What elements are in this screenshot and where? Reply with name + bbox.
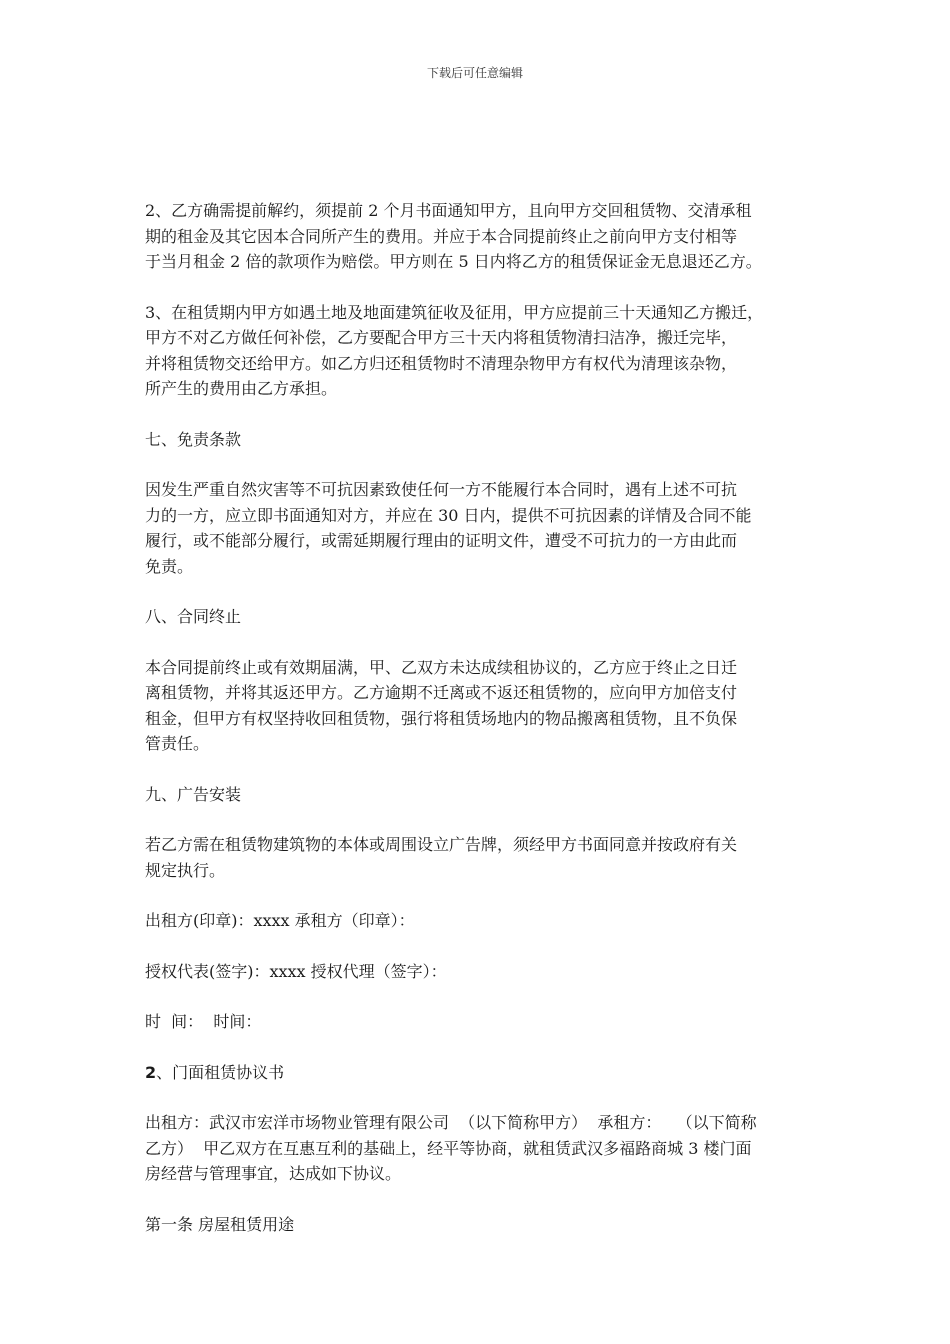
section-8-paragraph	[145, 655, 825, 757]
text-line: 期的租金及其它因本合同所产生的费用。并应于本合同提前终止之前向甲方支付相等	[145, 226, 738, 246]
section-7-paragraph	[145, 477, 825, 579]
signature-lessor-line: 出租方(印章)：xxxx 承租方（印章）：	[145, 911, 415, 930]
page-header-note: 下载后可任意编辑	[426, 66, 523, 80]
section-7-heading: 七、免责条款	[145, 429, 242, 449]
text-line: 甲方不对乙方做任何补偿，乙方要配合甲方三十天内将租赁物清扫洁净，搬迁完毕，	[145, 328, 738, 347]
text-line: 本合同提前终止或有效期届满，甲、乙双方未达成续租协议的，乙方应于终止之日迁	[145, 657, 738, 677]
text-line: 房经营与管理事宜，达成如下协议。	[145, 1164, 402, 1183]
text-line: 因发生严重自然灾害等不可抗因素致使任何一方不能履行本合同时，遇有上述不可抗	[145, 480, 738, 499]
text-line: 离租赁物，并将其返还甲方。乙方逾期不迁离或不返还租赁物的，应向甲方加倍支付	[145, 683, 738, 702]
agreement-title-text: 、门面租赁协议书	[156, 1062, 285, 1082]
text-line: 2、乙方确需提前解约，须提前 2 个月书面通知甲方，且向甲方交回租赁物、交清承租	[145, 201, 752, 220]
text-line: 管责任。	[145, 734, 210, 753]
section-9-heading: 九、广告安装	[145, 784, 242, 804]
text-line: 3、在租赁期内甲方如遇土地及地面建筑征收及征用，甲方应提前三十天通知乙方搬迁，	[145, 302, 764, 322]
signature-representative-line: 授权代表(签字)：xxxx 授权代理（签字）：	[145, 961, 447, 981]
text-line: 租金，但甲方有权坚持收回租赁物，强行将租赁场地内的物品搬离租赁物，且不负保	[145, 708, 738, 728]
text-line: 出租方：武汉市宏洋市场物业管理有限公司 （以下简称甲方） 承租方： （以下简称	[145, 1113, 757, 1132]
text-line: 于当月租金 2 倍的款项作为赔偿。甲方则在 5 日内将乙方的租赁保证金无息退还乙方。	[145, 252, 762, 271]
text-line: 并将租赁物交还给甲方。如乙方归还租赁物时不清理杂物甲方有权代为清理该杂物，	[145, 353, 738, 373]
agreement-number: 2	[145, 1062, 157, 1082]
text-line: 免责。	[145, 556, 194, 576]
agreement-2-title	[145, 1060, 825, 1086]
text-line: 若乙方需在租赁物建筑物的本体或周围设立广告牌，须经甲方书面同意并按政府有关	[145, 835, 738, 854]
article-1-heading: 第一条 房屋租赁用途	[145, 1214, 295, 1234]
document-body	[145, 198, 825, 1237]
text-line: 乙方） 甲乙双方在互惠互利的基础上，经平等协商，就租赁武汉多福路商城 3 楼门面	[145, 1138, 752, 1158]
clause-2-paragraph	[145, 198, 825, 275]
section-9-paragraph	[145, 832, 825, 883]
section-8-heading: 八、合同终止	[145, 607, 242, 626]
signature-date-line: 时 间： 时间：	[145, 1012, 262, 1031]
text-line: 规定执行。	[145, 860, 226, 880]
text-line: 力的一方，应立即书面通知对方，并应在 30 日内，提供不可抗因素的详情及合同不能	[145, 505, 752, 525]
text-line: 履行，或不能部分履行，或需延期履行理由的证明文件，遭受不可抗力的一方由此而	[145, 531, 738, 550]
agreement-intro-paragraph	[145, 1110, 825, 1187]
clause-3-paragraph	[145, 300, 825, 402]
text-line: 所产生的费用由乙方承担。	[145, 379, 338, 398]
